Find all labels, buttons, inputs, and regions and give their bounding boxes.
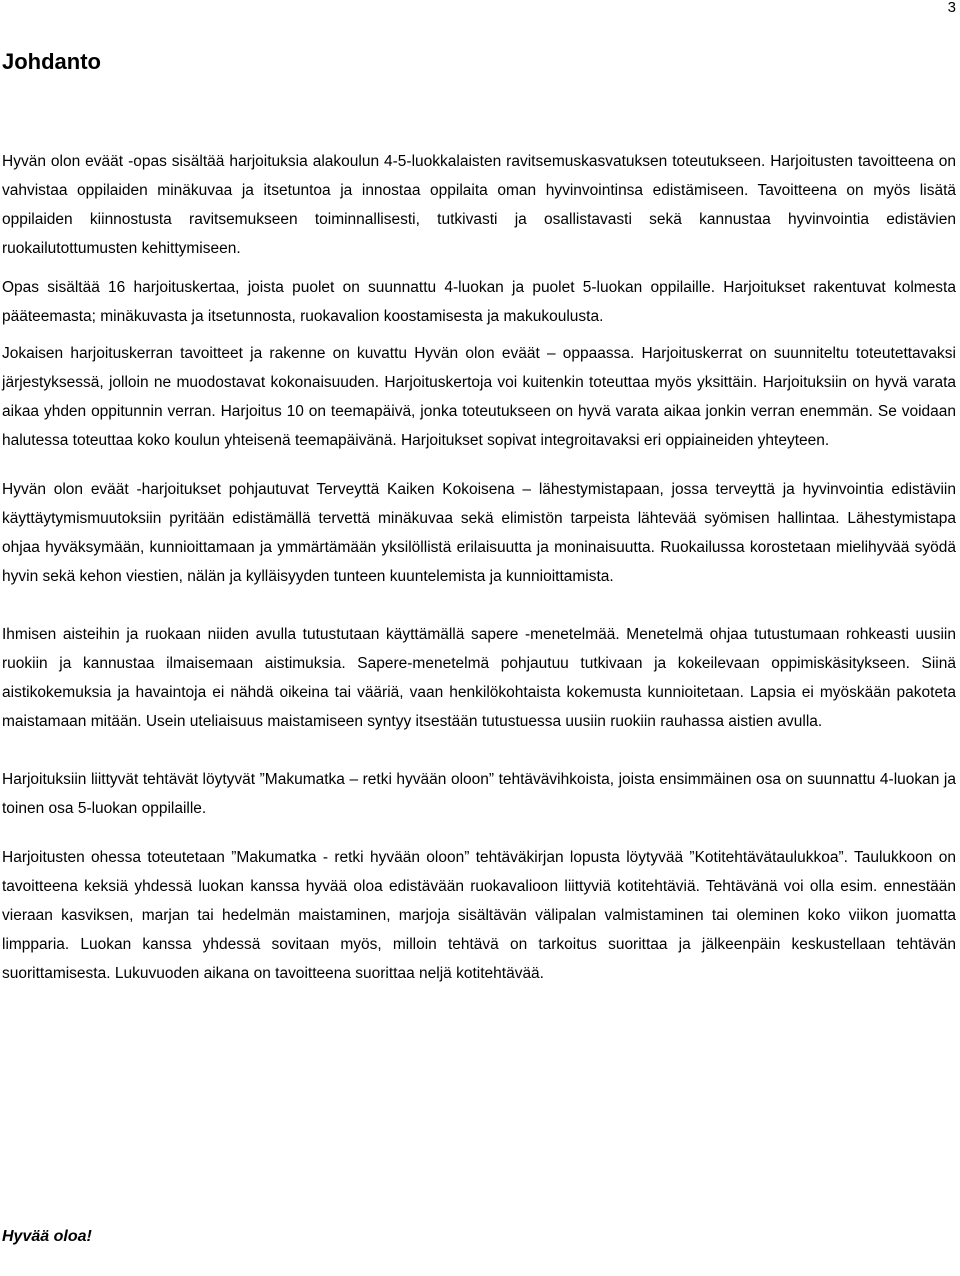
paragraph-approach: Hyvän olon eväät -harjoitukset pohjautuvat Terveyttä Kaiken Kokoisena – lähestymistapaan, jossa terveyttä ja hyvinvointia edistäviin käyttäytymismuutoksiin pyritään edistämällä tervettä minäkuvaa sekä elimistön tarpeista lähtevää syömisen hallintaa. Lähestymistapa ohjaa hyväksymään, kunnioittamaan ja ymmärtämään yksilöllistä erilaisuutta ja moninaisuutta. Ruokailussa korostetaan mielihyvää syödä hyvin sekä kehon viestien, nälän ja kylläisyyden tunteen kuuntelemista ja kunnioittamista. [2, 481, 956, 585]
paragraph-structure: Jokaisen harjoituskerran tavoitteet ja rakenne on kuvattu Hyvän olon eväät – oppaassa. Harjoituskerrat on suunniteltu toteutettavaksi järjestyksessä, jolloin ne muodostavat kokonaisuuden. Harjoituskertoja voi kuitenkin toteuttaa myös yksittäin. Harjoituksiin on hyvä varata aikaa yhden oppitunnin verran. Harjoitus 10 on teemapäivä, jonka toteutukseen on hyvä varata aikaa jonkin verran enemmän. Se voidaan halutessa toteuttaa koko koulun yhteisenä teemapäivänä. Harjoitukset sopivat integroitavaksi eri oppiaineiden yhteyteen. [2, 345, 956, 449]
section-heading: Johdanto [2, 49, 101, 74]
paragraph-contents: Opas sisältää 16 harjoituskertaa, joista puolet on suunnattu 4-luokan ja puolet 5-luokan oppilaille. Harjoitukset rakentuvat kolmesta pääteemasta; minäkuvasta ja itsetunnosta, ruokavalion koostamisesta ja makukoulusta. [2, 279, 956, 325]
paragraph-homework: Harjoitusten ohessa toteutetaan ”Makumatka - retki hyvään oloon” tehtäväkirjan lopusta löytyvää ”Kotitehtävätaulukkoa”. Taulukkoon on tavoitteena keksiä yhdessä luokan kanssa hyvää oloa edistävään ruokavalioon liittyviä kotitehtäviä. Tehtävänä voi olla esim. ennestään vieraan kasviksen, marjan tai hedelmän maistaminen, marjoja sisältävän välipalan valmistaminen tai oleminen koko viikon juomatta limpparia. Luokan kanssa yhdessä sovitaan myös, milloin tehtävä on tarkoitus suorittaa ja jälkeenpäin keskustellaan tehtävän suorittamisesta. Lukuvuoden aikana on tavoitteena suorittaa neljä kotitehtävää. [2, 849, 956, 982]
paragraph-workbooks: Harjoituksiin liittyvät tehtävät löytyvät ”Makumatka – retki hyvään oloon” tehtävävihkoista, joista ensimmäinen osa on suunnattu 4-luokan ja toinen osa 5-luokan oppilaille. [2, 771, 956, 817]
body-text [2, 147, 956, 988]
paragraph-intro: Hyvän olon eväät -opas sisältää harjoituksia alakoulun 4-5-luokkalaisten ravitsemuskasvatuksen toteutukseen. Harjoitusten tavoitteena on vahvistaa oppilaiden minäkuvaa ja itsetuntoa ja innostaa oppilaita oman hyvinvointinsa edistämiseen. Tavoitteena on myös lisätä oppilaiden kiinnostusta ravitsemukseen toiminnallisesti, tutkivasti ja osallistavasti sekä kannustaa hyvinvointia edistävien ruokailutottumusten kehittymiseen. [2, 153, 956, 257]
closing-greeting: Hyvää oloa! [2, 1228, 92, 1245]
page-number: 3 [947, 0, 956, 16]
paragraph-sapere: Ihmisen aisteihin ja ruokaan niiden avulla tutustutaan käyttämällä sapere -menetelmää. Menetelmä ohjaa tutustumaan rohkeasti uusiin ruokiin ja kannustaa ilmaisemaan aistimuksia. Sapere-menetelmä pohjautuu tutkivaan ja kokeilevaan oppimiskäsitykseen. Siinä aistikokemuksia ja havaintoja ei nähdä oikeina tai vääriä, vaan henkilökohtaista kokemusta kunnioitetaan. Lapsia ei myöskään pakoteta maistamaan mitään. Usein uteliaisuus maistamiseen syntyy itsestään tutustuessa uusiin ruokiin rauhassa aistien avulla. [2, 626, 956, 730]
